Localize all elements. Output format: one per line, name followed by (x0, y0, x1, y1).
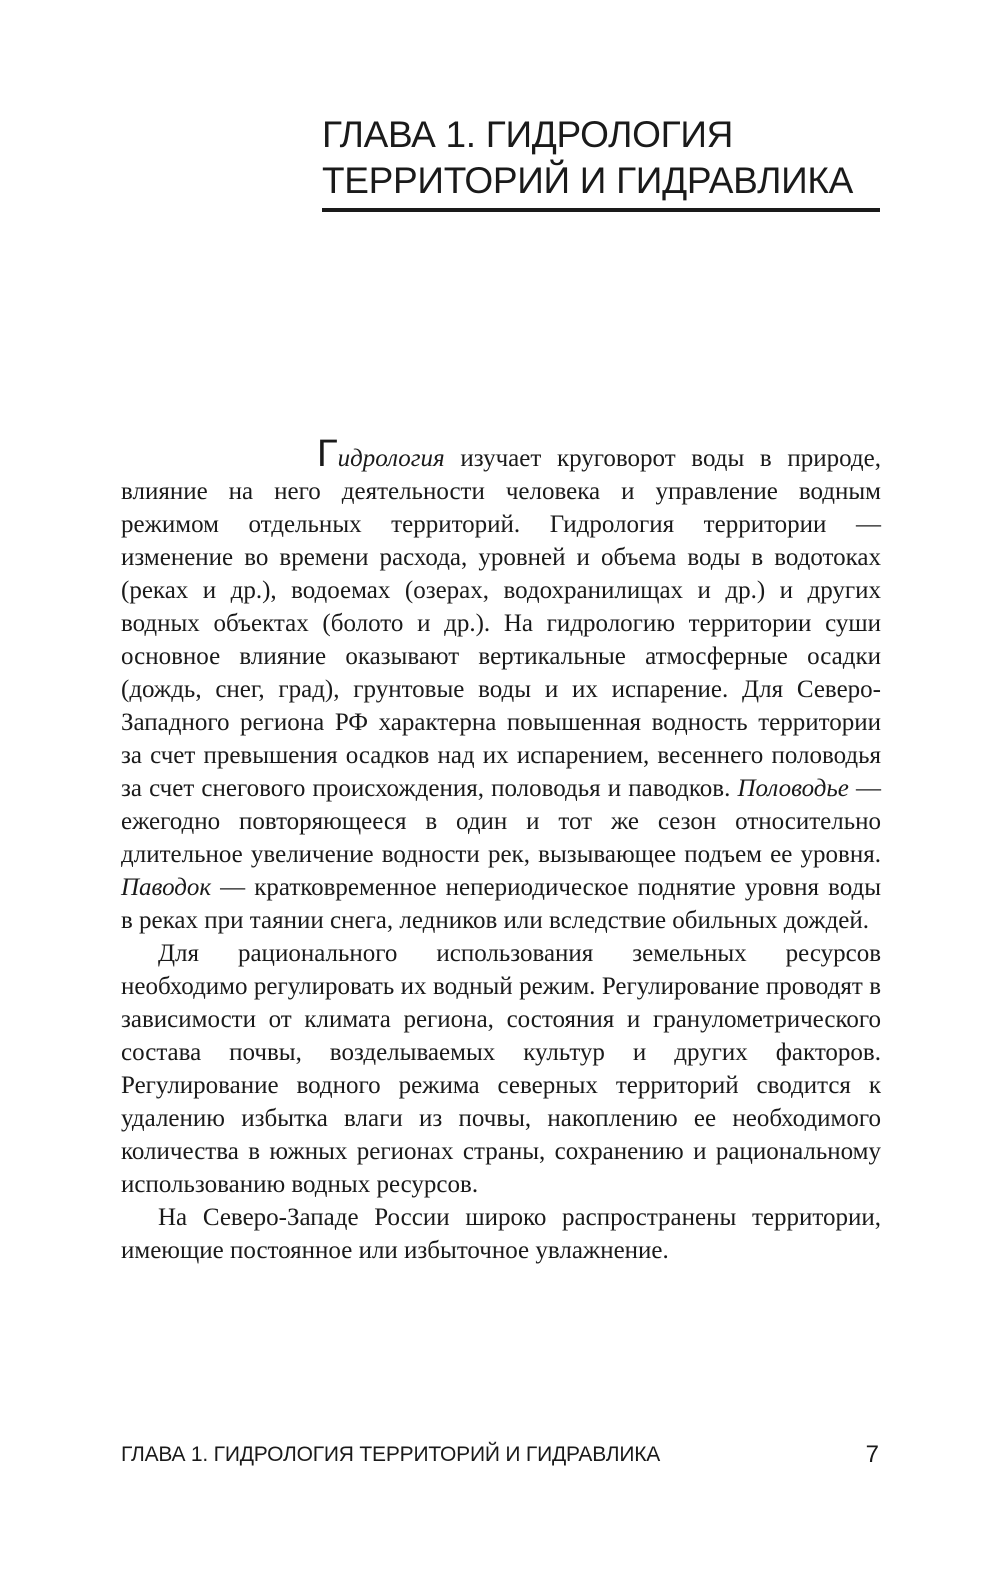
chapter-heading (322, 112, 882, 204)
term-flood-season: Половодье (737, 775, 849, 802)
paragraph-1-text-b: — ежегодно повторяющееся в один и тот же сезон относительно длительное увеличение водности рек, вызывающее подъем ее уровня. (121, 775, 882, 868)
term-hydrology: идрология (337, 445, 445, 472)
paragraph-2: Для рационального использования земельных ресурсов необходимо регулировать их водный режим. Регулирование проводят в зависимости от климата региона, состояния и гранулометрического состава почвы, возделываемых культур и других факторов. Регулирование водного режима северных территорий сводится к удалению избытка влаги из почвы, накоплению ее необходимого количества в южных регионах страны, сохранению и рациональному использованию водных ресурсов. (121, 940, 881, 1198)
paragraph-1 (121, 433, 882, 937)
running-footer (121, 1440, 881, 1470)
footer-running-title: ГЛАВА 1. ГИДРОЛОГИЯ ТЕРРИТОРИЙ И ГИДРАВЛИКА (121, 1443, 661, 1466)
paragraph-1-text-a: изучает круговорот воды в природе, влияние на него деятельности человека и управление водным режимом отдельных территорий. Гидрология территории — изменение во времени расхода, уровней и объема воды в водотоках (реках и др.), водоемах (озерах, водохранилищах и др.) и других водных объектах (болото и др.). На гидрологию территории суши основное влияние оказывают вертикальные атмосферные осадки (дождь, снег, град), грунтовые воды и их испарение. Для Северо-Западного региона РФ характерна повышенная водность территории за счет превышения осадков над их испарением, весеннего половодья за счет снегового происхождения, половодья и паводков. (121, 445, 881, 802)
chapter-title-rule (322, 208, 880, 212)
paragraph-1-text-c: — кратковременное непериодическое поднятие уровня воды в реках при таянии снега, ледников или вследствие обильных дождей. (121, 874, 881, 934)
term-flash-flood: Паводок (121, 874, 212, 901)
chapter-title-line-2: ТЕРРИТОРИЙ И ГИДРАВЛИКА (322, 160, 854, 201)
drop-cap: Г (317, 433, 338, 475)
body-text (121, 433, 882, 1267)
page-number: 7 (865, 1441, 879, 1468)
paragraph-3: На Северо-Западе России широко распространены территории, имеющие постоянное или избыточное увлажнение. (121, 1204, 881, 1264)
chapter-title-line-1: ГЛАВА 1. ГИДРОЛОГИЯ (322, 114, 734, 155)
